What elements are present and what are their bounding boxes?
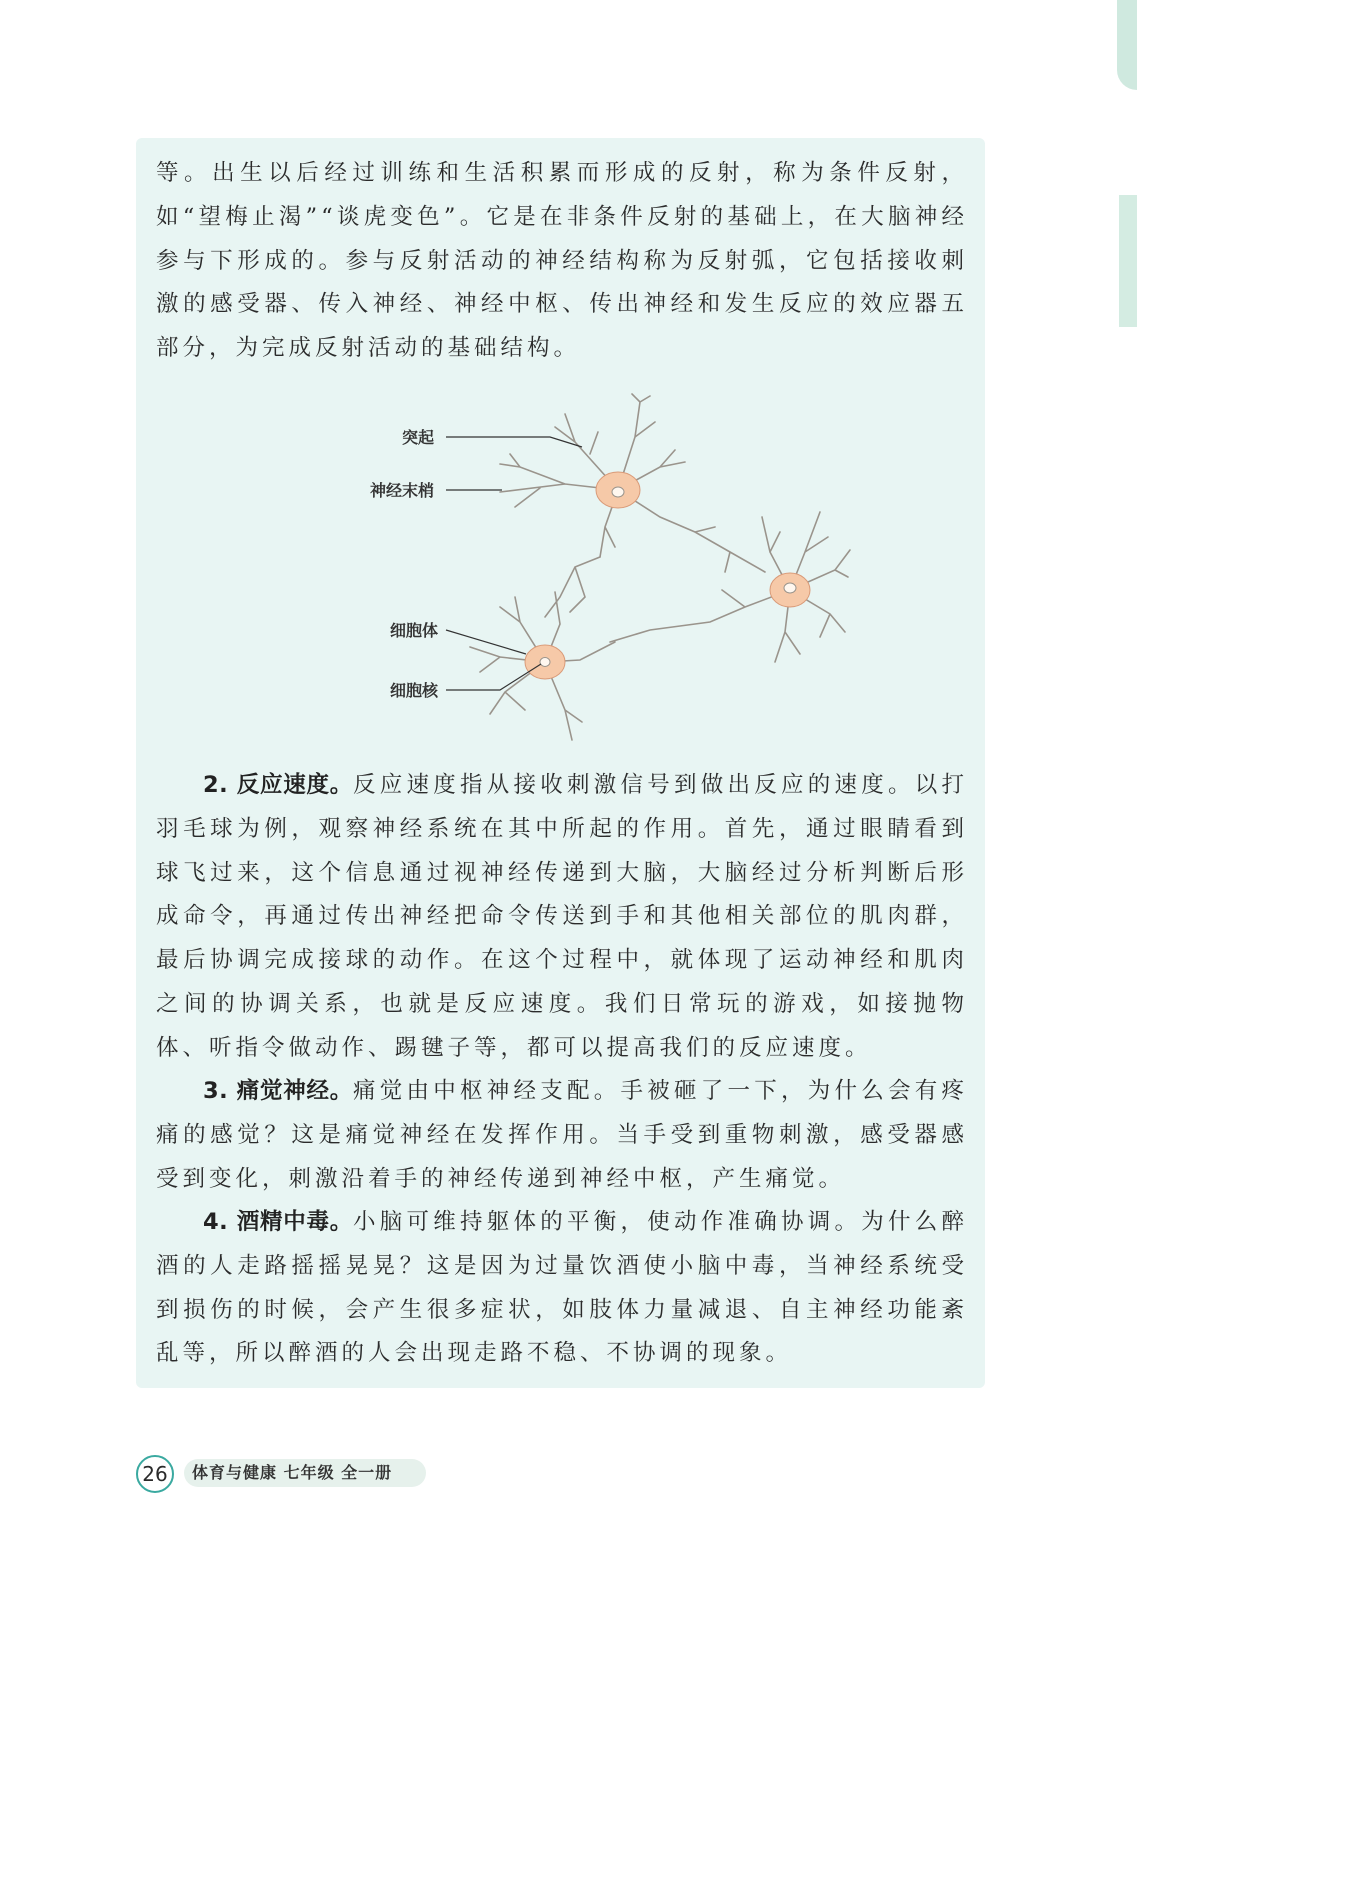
- label-cell-body: 细胞体: [389, 621, 438, 640]
- page-number: 26: [136, 1455, 174, 1493]
- reaction-speed-text: 反应速度指从接收刺激信号到做出反应的速度。以打羽毛球为例，观察神经系统在其中所起的作用。首先，通过眼睛看到球飞过来，这个信息通过视神经传递到大脑，大脑经过分析判断后形成命令，再通过传出神经把命令传送到手和其他相关部位的肌肉群，最后协调完成接球的动作。在这个过程中，就体现了运动神经和肌肉之间的协调关系，也就是反应速度。我们日常玩的游戏，如接抛物体、听指令做动作、踢毽子等，都可以提高我们的反应速度。: [156, 772, 968, 1061]
- neuron-figure: [350, 392, 860, 754]
- paragraph-alcohol: [156, 1201, 968, 1376]
- label-nerve-ending: 神经末梢: [369, 481, 434, 500]
- nucleus-3: [540, 658, 550, 667]
- heading-reaction-speed: 2. 反应速度。: [203, 772, 354, 798]
- leader-process: [446, 437, 582, 447]
- label-nucleus: 细胞核: [389, 681, 438, 700]
- heading-alcohol: 4. 酒精中毒。: [203, 1209, 354, 1235]
- edge-curve: [1117, 0, 1137, 90]
- nucleus-2: [784, 583, 796, 593]
- edge-tab: [1119, 195, 1137, 327]
- neuron-diagram: [350, 392, 860, 754]
- nucleus-1: [612, 487, 624, 497]
- book-title: 体育与健康 七年级 全一册: [184, 1459, 426, 1487]
- page-edge-decoration: [1117, 0, 1137, 330]
- paragraph-reaction-speed: [156, 764, 968, 1071]
- alcohol-text: 小脑可维持躯体的平衡，使动作准确协调。为什么醉酒的人走路摇摇晃晃？这是因为过量饮酒使小脑中毒，当神经系统受到损伤的时候，会产生很多症状，如肢体力量减退、自主神经功能紊乱等，所以醉酒的人会出现走路不稳、不协调的现象。: [156, 1209, 968, 1367]
- leader-cell-body: [446, 630, 526, 654]
- pain-nerve-text: 痛觉由中枢神经支配。手被砸了一下，为什么会有疼痛的感觉？这是痛觉神经在发挥作用。当手受到重物刺激，感受器感受到变化，刺激沿着手的神经传递到神经中枢，产生痛觉。: [156, 1078, 968, 1192]
- heading-pain-nerve: 3. 痛觉神经。: [203, 1078, 354, 1104]
- label-process: 突起: [401, 428, 434, 447]
- paragraph-intro: 等。出生以后经过训练和生活积累而形成的反射，称为条件反射，如“望梅止渴”“谈虎变色”。它是在非条件反射的基础上，在大脑神经参与下形成的。参与反射活动的神经结构称为反射弧，它包括接收刺激的感受器、传入神经、神经中枢、传出神经和发生反应的效应器五部分，为完成反射活动的基础结构。: [156, 160, 968, 362]
- paragraph-pain-nerve: [156, 1070, 968, 1201]
